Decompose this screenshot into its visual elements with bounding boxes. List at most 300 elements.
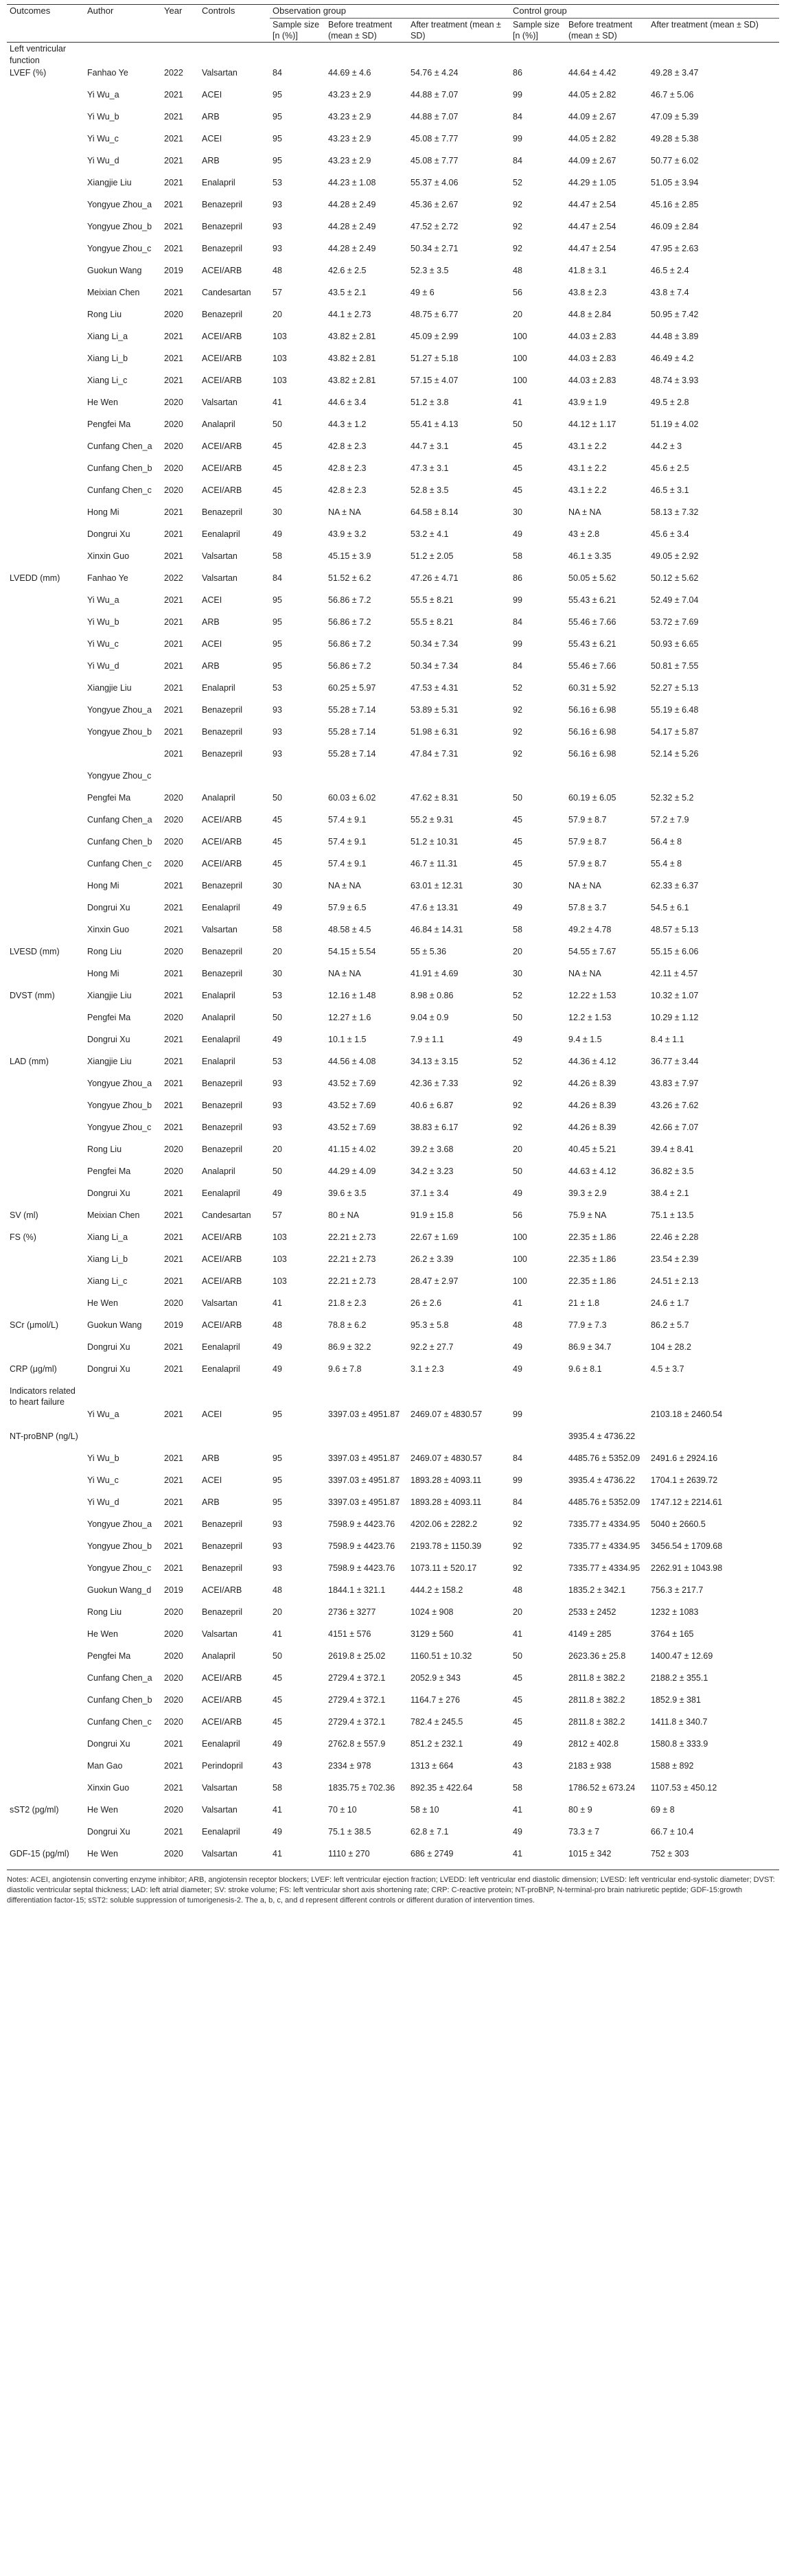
controls-cell: Valsartan bbox=[202, 1298, 238, 1308]
control-group-header: Control group bbox=[510, 5, 779, 19]
obs-after-cell: 45.08 ± 7.77 bbox=[411, 155, 459, 165]
outcome-cell bbox=[7, 330, 84, 352]
ctl-before-cell: 44.64 ± 4.42 bbox=[568, 67, 616, 78]
table-row bbox=[7, 923, 779, 945]
ctl-sample-size-cell: 43 bbox=[513, 1761, 522, 1771]
ctl-sample-size-cell: 92 bbox=[513, 1100, 522, 1110]
year-cell: 2020 bbox=[164, 397, 183, 407]
year-cell: 2020 bbox=[164, 1607, 183, 1618]
year-cell: 2021 bbox=[164, 1232, 183, 1242]
outcome-cell bbox=[7, 462, 84, 484]
obs-before-cell: 44.1 ± 2.73 bbox=[328, 309, 371, 319]
obs-sample-size-cell: 57 bbox=[273, 287, 282, 297]
obs-after-cell: 45.36 ± 2.67 bbox=[411, 199, 459, 209]
obs-sample-size-cell: 41 bbox=[273, 397, 282, 407]
ctl-before-cell: 4485.76 ± 5352.09 bbox=[568, 1497, 640, 1508]
author-cell: Yi Wu_b bbox=[87, 1453, 119, 1464]
obs-after-cell: 46.7 ± 11.31 bbox=[411, 858, 458, 869]
obs-sample-size-cell: 103 bbox=[273, 1232, 287, 1242]
year-cell: 2021 bbox=[164, 1410, 183, 1420]
obs-after-cell: 2052.9 ± 343 bbox=[411, 1673, 461, 1683]
obs-sample-size-cell: 103 bbox=[273, 375, 287, 385]
ctl-before-cell bbox=[566, 770, 648, 792]
ctl-after-cell: 45.6 ± 2.5 bbox=[651, 463, 689, 473]
obs-sample-size-cell: 49 bbox=[273, 1364, 282, 1374]
ctl-sample-size-cell: 52 bbox=[513, 177, 522, 187]
table-row bbox=[7, 440, 779, 462]
outcome-cell bbox=[7, 154, 84, 176]
table-row bbox=[7, 1848, 779, 1870]
year-cell: 2020 bbox=[164, 1651, 183, 1661]
table-row bbox=[7, 836, 779, 858]
table-row bbox=[7, 989, 779, 1011]
controls-cell: ACEI/ARB bbox=[202, 858, 242, 869]
ctl-before-cell: 43 ± 2.8 bbox=[568, 529, 600, 539]
outcome-cell bbox=[7, 1562, 84, 1584]
outcome-cell bbox=[7, 660, 84, 682]
obs-after-cell: 54.76 ± 4.24 bbox=[411, 67, 459, 78]
author-cell: Hong Mi bbox=[87, 507, 119, 517]
obs-after-cell: 45.09 ± 2.99 bbox=[411, 331, 459, 341]
obs-sample-size-cell: 50 bbox=[273, 1166, 282, 1176]
obs-sample-size-cell: 30 bbox=[273, 507, 282, 517]
table-row bbox=[7, 945, 779, 967]
ctl-after-cell: 62.33 ± 6.37 bbox=[651, 880, 699, 890]
ctl-before-cell: 86.9 ± 34.7 bbox=[568, 1342, 612, 1352]
table-notes: Notes: ACEI, angiotensin converting enzyme inhibitor; ARB, angiotensin receptor blockers; LVEF: left ventricular ejection fraction; LVEDD: left ventricular end diastolic dimension; LVESD: left ventricular end-systolic diameter; DVST: diastolic ventricular septal thickness; LAD: left atrial diameter; SV: stroke volume; FS: left ventricular short axis shortening rate; CRP: C-reactive protein; NT-proBNP, N-terminal-pro brain natriuretic peptide; GDF-15:growth differentiation factor-15; sST2: soluble suppression of tumorigenesis-2. The a, b, c, and d represent different controls or different duration of intervention times. bbox=[7, 1876, 775, 1905]
obs-before-cell: 2729.4 ± 372.1 bbox=[328, 1695, 386, 1705]
obs-before-cell: 57.4 ± 9.1 bbox=[328, 836, 367, 847]
ctl-after-cell: 49.28 ± 3.47 bbox=[651, 67, 699, 78]
author-cell: He Wen bbox=[87, 1849, 118, 1859]
ctl-before-cell: 44.03 ± 2.83 bbox=[568, 353, 616, 363]
obs-after-cell: 34.2 ± 3.23 bbox=[411, 1166, 454, 1176]
author-cell: Yongyue Zhou_b bbox=[87, 221, 152, 231]
obs-before-cell bbox=[325, 1430, 408, 1452]
year-cell: 2019 bbox=[164, 1585, 183, 1596]
ctl-after-cell: 48.74 ± 3.93 bbox=[651, 375, 699, 385]
ctl-before-cell: 1835.2 ± 342.1 bbox=[568, 1585, 626, 1596]
ctl-sample-size-cell: 50 bbox=[513, 1651, 522, 1661]
outcome-cell bbox=[7, 814, 84, 836]
obs-sample-size-cell: 95 bbox=[273, 1497, 282, 1508]
outcome-cell bbox=[7, 1584, 84, 1606]
obs-after-cell: 47.84 ± 7.31 bbox=[411, 748, 459, 759]
table-bottom-rule bbox=[7, 1870, 779, 1872]
controls-cell: ACEI/ARB bbox=[202, 463, 242, 473]
author-cell: He Wen bbox=[87, 1298, 118, 1308]
ctl-sample-size-cell: 99 bbox=[513, 1475, 522, 1486]
ctl-sample-size-cell: 92 bbox=[513, 1541, 522, 1552]
obs-after-cell: 48.75 ± 6.77 bbox=[411, 309, 459, 319]
ctl-after-cell: 53.72 ± 7.69 bbox=[651, 617, 699, 627]
outcome-cell: NT-proBNP (ng/L) bbox=[10, 1431, 78, 1442]
author-cell: Cunfang Chen_c bbox=[87, 485, 152, 495]
ctl-sample-size-cell: 45 bbox=[513, 1695, 522, 1705]
year-cell: 2019 bbox=[164, 265, 183, 275]
year-cell: 2020 bbox=[164, 1673, 183, 1683]
author-cell: Guokun Wang_d bbox=[87, 1585, 152, 1596]
table-row bbox=[7, 1231, 779, 1253]
year-cell: 2020 bbox=[164, 858, 183, 869]
obs-before-cell: NA ± NA bbox=[328, 880, 361, 890]
year-cell: 2021 bbox=[164, 1739, 183, 1749]
outcome-cell bbox=[7, 1121, 84, 1143]
ctl-after-cell: 43.83 ± 7.97 bbox=[651, 1078, 699, 1088]
obs-after-cell: 52.8 ± 3.5 bbox=[411, 485, 449, 495]
ctl-sample-size-cell: 50 bbox=[513, 1166, 522, 1176]
ctl-after-cell: 1704.1 ± 2639.72 bbox=[651, 1475, 718, 1486]
obs-after-cell: 95.3 ± 5.8 bbox=[411, 1320, 449, 1330]
ctl-after-cell bbox=[648, 770, 779, 792]
author-cell: Yongyue Zhou_a bbox=[87, 199, 152, 209]
outcome-cell bbox=[7, 858, 84, 879]
table-row bbox=[7, 308, 779, 330]
year-cell: 2020 bbox=[164, 1849, 183, 1859]
outcome-cell: LVEDD (mm) bbox=[10, 573, 60, 583]
table-row bbox=[7, 1165, 779, 1187]
outcome-cell bbox=[7, 352, 84, 374]
ctl-after-cell: 42.66 ± 7.07 bbox=[651, 1122, 699, 1132]
outcome-cell bbox=[7, 1650, 84, 1672]
obs-before-cell: 43.52 ± 7.69 bbox=[328, 1078, 376, 1088]
ctl-before-cell: 22.35 ± 1.86 bbox=[568, 1254, 616, 1264]
outcome-cell: LAD (mm) bbox=[10, 1056, 49, 1066]
obs-after-cell: 4202.06 ± 2282.2 bbox=[411, 1519, 478, 1530]
obs-after-cell: 40.6 ± 6.87 bbox=[411, 1100, 454, 1110]
outcome-cell bbox=[7, 506, 84, 528]
controls-cell: Eenalapril bbox=[202, 529, 240, 539]
obs-sample-size-cell: 93 bbox=[273, 1122, 282, 1132]
obs-after-cell: 892.35 ± 422.64 bbox=[411, 1783, 473, 1793]
ctl-sample-size-cell: 45 bbox=[513, 441, 522, 451]
ctl-after-cell: 52.32 ± 5.2 bbox=[651, 792, 694, 803]
table-row bbox=[7, 879, 779, 901]
ctl-after-cell: 1400.47 ± 12.69 bbox=[651, 1651, 713, 1661]
author-cell: Xiang Li_a bbox=[87, 331, 128, 341]
obs-after-cell: 51.98 ± 6.31 bbox=[411, 726, 459, 737]
obs-before-cell: 41.15 ± 4.02 bbox=[328, 1144, 376, 1154]
author-cell: Yongyue Zhou_b bbox=[87, 1100, 152, 1110]
obs-sample-size-cell: 53 bbox=[273, 990, 282, 1000]
ctl-sample-size-cell: 30 bbox=[513, 880, 522, 890]
controls-cell: Benazepril bbox=[202, 199, 243, 209]
controls-cell: Benazepril bbox=[202, 726, 243, 737]
obs-sample-size-cell: 41 bbox=[273, 1298, 282, 1308]
obs-before-cell: 60.03 ± 6.02 bbox=[328, 792, 376, 803]
obs-before-cell: 56.86 ± 7.2 bbox=[328, 617, 371, 627]
outcome-cell bbox=[7, 1165, 84, 1187]
controls-cell: ACEI/ARB bbox=[202, 485, 242, 495]
author-cell: Pengfei Ma bbox=[87, 1012, 131, 1022]
year-cell: 2021 bbox=[164, 1453, 183, 1464]
ctl-after-cell: 55.15 ± 6.06 bbox=[651, 946, 699, 956]
author-cell: Yongyue Zhou_a bbox=[87, 1519, 152, 1530]
obs-sample-size-cell bbox=[270, 770, 325, 792]
ctl-sample-size-cell: 58 bbox=[513, 551, 522, 561]
author-cell: Meixian Chen bbox=[87, 1210, 140, 1220]
author-cell: He Wen bbox=[87, 1805, 118, 1815]
controls-cell: Analapril bbox=[202, 419, 235, 429]
controls-cell: Enalapril bbox=[202, 682, 235, 693]
author-cell: Guokun Wang bbox=[87, 1320, 142, 1330]
author-cell: Pengfei Ma bbox=[87, 1651, 131, 1661]
obs-after-cell: 9.04 ± 0.9 bbox=[411, 1012, 449, 1022]
table-row bbox=[7, 660, 779, 682]
year-cell: 2021 bbox=[164, 551, 183, 561]
author-cell: Cunfang Chen_b bbox=[87, 836, 152, 847]
ctl-sample-size-cell: 41 bbox=[513, 397, 522, 407]
year-cell: 2021 bbox=[164, 902, 183, 912]
controls-cell: ARB bbox=[202, 1453, 220, 1464]
controls-cell: ACEI bbox=[202, 639, 222, 649]
ctl-before-cell: 2533 ± 2452 bbox=[568, 1607, 616, 1618]
obs-after-cell: 42.36 ± 7.33 bbox=[411, 1078, 459, 1088]
obs-sample-size-cell: 95 bbox=[273, 660, 282, 671]
obs-after-header: After treatment (mean ± SD) bbox=[408, 18, 510, 43]
controls-cell: Analapril bbox=[202, 1651, 235, 1661]
obs-sample-size-cell: 95 bbox=[273, 1475, 282, 1486]
ctl-after-cell: 2188.2 ± 355.1 bbox=[651, 1673, 708, 1683]
outcome-cell bbox=[7, 1760, 84, 1782]
ctl-after-cell: 50.77 ± 6.02 bbox=[651, 155, 699, 165]
ctl-after-cell: 46.5 ± 2.4 bbox=[651, 265, 689, 275]
table-row bbox=[7, 1496, 779, 1518]
controls-cell: ACEI/ARB bbox=[202, 1320, 242, 1330]
obs-after-cell bbox=[408, 770, 510, 792]
ctl-before-cell: 44.36 ± 4.12 bbox=[568, 1056, 616, 1066]
controls-cell: ACEI/ARB bbox=[202, 331, 242, 341]
ctl-sample-size-cell: 45 bbox=[513, 814, 522, 825]
author-cell: Dongrui Xu bbox=[87, 1034, 130, 1044]
ctl-before-cell: 12.22 ± 1.53 bbox=[568, 990, 616, 1000]
year-cell: 2021 bbox=[164, 133, 183, 143]
ctl-before-cell: 43.1 ± 2.2 bbox=[568, 463, 607, 473]
ctl-sample-size-cell: 20 bbox=[513, 1607, 522, 1618]
obs-after-cell: 686 ± 2749 bbox=[411, 1849, 454, 1859]
ctl-before-cell: 2811.8 ± 382.2 bbox=[568, 1717, 625, 1727]
table-row bbox=[7, 111, 779, 133]
ctl-sample-size-cell: 45 bbox=[513, 463, 522, 473]
obs-before-cell: 56.86 ± 7.2 bbox=[328, 660, 371, 671]
obs-before-cell: 2729.4 ± 372.1 bbox=[328, 1673, 386, 1683]
ctl-before-cell: 44.26 ± 8.39 bbox=[568, 1100, 616, 1110]
ctl-before-cell: 2183 ± 938 bbox=[568, 1761, 612, 1771]
outcome-cell bbox=[7, 1540, 84, 1562]
year-cell: 2021 bbox=[164, 507, 183, 517]
obs-sample-size-cell: 45 bbox=[273, 463, 282, 473]
ctl-before-cell: 44.05 ± 2.82 bbox=[568, 133, 616, 143]
obs-before-cell: 22.21 ± 2.73 bbox=[328, 1232, 376, 1242]
ctl-after-cell: 36.82 ± 3.5 bbox=[651, 1166, 694, 1176]
year-cell: 2021 bbox=[164, 529, 183, 539]
ctl-after-cell: 3764 ± 165 bbox=[651, 1629, 694, 1640]
ctl-after-cell: 3456.54 ± 1709.68 bbox=[651, 1541, 723, 1552]
ctl-before-cell: 44.29 ± 1.05 bbox=[568, 177, 616, 187]
ctl-sample-size-cell: 30 bbox=[513, 507, 522, 517]
ctl-before-cell: 44.8 ± 2.84 bbox=[568, 309, 612, 319]
table-row bbox=[7, 1738, 779, 1760]
ctl-before-cell: 44.47 ± 2.54 bbox=[568, 199, 616, 209]
controls-cell: Valsartan bbox=[202, 397, 238, 407]
ctl-sample-size-cell: 41 bbox=[513, 1805, 522, 1815]
ctl-after-cell: 52.49 ± 7.04 bbox=[651, 595, 699, 605]
ctl-before-cell: 1786.52 ± 673.24 bbox=[568, 1783, 636, 1793]
ctl-sample-size-cell: 41 bbox=[513, 1629, 522, 1640]
ctl-before-cell: 60.19 ± 6.05 bbox=[568, 792, 616, 803]
obs-after-cell: 3.1 ± 2.3 bbox=[411, 1364, 444, 1374]
obs-sample-size-cell: 41 bbox=[273, 1805, 282, 1815]
ctl-before-cell: 9.6 ± 8.1 bbox=[568, 1364, 602, 1374]
obs-before-cell: 45.15 ± 3.9 bbox=[328, 551, 371, 561]
author-cell: Xinxin Guo bbox=[87, 1783, 130, 1793]
table-row bbox=[7, 638, 779, 660]
ctl-sample-size-cell: 100 bbox=[513, 353, 527, 363]
year-cell: 2020 bbox=[164, 1629, 183, 1640]
author-cell: Xiang Li_a bbox=[87, 1232, 128, 1242]
obs-before-cell: 43.23 ± 2.9 bbox=[328, 155, 371, 165]
controls-cell: Analapril bbox=[202, 1012, 235, 1022]
table-row bbox=[7, 1584, 779, 1606]
ctl-sample-size-cell: 45 bbox=[513, 485, 522, 495]
outcome-cell bbox=[7, 901, 84, 923]
ctl-before-cell: 55.43 ± 6.21 bbox=[568, 595, 616, 605]
ctl-sample-size-cell: 20 bbox=[513, 309, 522, 319]
ctl-before-cell: 4485.76 ± 5352.09 bbox=[568, 1453, 640, 1464]
ctl-sample-size-cell: 92 bbox=[513, 1122, 522, 1132]
obs-after-cell: 55.5 ± 8.21 bbox=[411, 617, 454, 627]
controls-cell: ACEI/ARB bbox=[202, 836, 242, 847]
ctl-after-cell: 75.1 ± 13.5 bbox=[651, 1210, 694, 1220]
author-cell: Cunfang Chen_a bbox=[87, 814, 152, 825]
year-cell: 2021 bbox=[164, 89, 183, 100]
year-cell: 2021 bbox=[164, 1034, 183, 1044]
obs-before-cell: 12.27 ± 1.6 bbox=[328, 1012, 371, 1022]
obs-after-cell: 47.52 ± 2.72 bbox=[411, 221, 459, 231]
ctl-sample-size-cell: 99 bbox=[513, 639, 522, 649]
outcome-cell bbox=[7, 1408, 84, 1430]
ctl-sample-size-cell: 52 bbox=[513, 990, 522, 1000]
obs-sample-size-cell: 103 bbox=[273, 331, 287, 341]
outcome-cell bbox=[7, 967, 84, 989]
obs-before-cell: 44.69 ± 4.6 bbox=[328, 67, 371, 78]
obs-before-cell: 43.82 ± 2.81 bbox=[328, 353, 376, 363]
obs-before-cell: 10.1 ± 1.5 bbox=[328, 1034, 367, 1044]
ctl-sample-size-cell: 20 bbox=[513, 946, 522, 956]
obs-after-cell: 41.91 ± 4.69 bbox=[411, 968, 459, 978]
obs-sample-size-cell: 41 bbox=[273, 1629, 282, 1640]
author-cell: Dongrui Xu bbox=[87, 1342, 130, 1352]
ctl-before-cell: 49.2 ± 4.78 bbox=[568, 924, 612, 934]
obs-before-cell: 2619.8 ± 25.02 bbox=[328, 1651, 386, 1661]
obs-before-cell: 44.28 ± 2.49 bbox=[328, 221, 376, 231]
author-cell: Yongyue Zhou_b bbox=[87, 1541, 152, 1552]
outcome-cell bbox=[7, 1738, 84, 1760]
table-row bbox=[7, 1606, 779, 1628]
obs-after-cell: 26.2 ± 3.39 bbox=[411, 1254, 454, 1264]
obs-before-cell: 44.28 ± 2.49 bbox=[328, 199, 376, 209]
outcome-cell bbox=[7, 1628, 84, 1650]
ctl-after-cell: 1107.53 ± 450.12 bbox=[651, 1783, 717, 1793]
ctl-before-cell: 2812 ± 402.8 bbox=[568, 1739, 619, 1749]
ctl-before-cell: 77.9 ± 7.3 bbox=[568, 1320, 607, 1330]
ctl-before-cell: 44.09 ± 2.67 bbox=[568, 155, 616, 165]
obs-after-cell: 51.27 ± 5.18 bbox=[411, 353, 459, 363]
outcome-cell bbox=[7, 1011, 84, 1033]
ctl-before-cell bbox=[566, 1408, 648, 1430]
table-row bbox=[7, 1341, 779, 1363]
obs-before-cell: 2736 ± 3277 bbox=[328, 1607, 376, 1618]
observation-group-header: Observation group bbox=[270, 5, 510, 19]
outcome-cell: SCr (μmol/L) bbox=[10, 1320, 59, 1330]
author-cell bbox=[84, 748, 161, 770]
author-cell: Man Gao bbox=[87, 1761, 123, 1771]
table-row bbox=[7, 967, 779, 989]
ctl-after-cell: 2491.6 ± 2924.16 bbox=[651, 1453, 718, 1464]
controls-cell: ARB bbox=[202, 660, 220, 671]
outcome-cell bbox=[7, 638, 84, 660]
outcome-cell bbox=[7, 1782, 84, 1804]
obs-after-cell: 1164.7 ± 276 bbox=[411, 1695, 460, 1705]
section-label: Indicators related to heart failure bbox=[10, 1385, 76, 1407]
obs-before-cell: 44.6 ± 3.4 bbox=[328, 397, 367, 407]
obs-sample-size-cell: 49 bbox=[273, 1342, 282, 1352]
obs-after-cell: 55.37 ± 4.06 bbox=[411, 177, 459, 187]
table-row bbox=[7, 748, 779, 770]
author-cell: Yi Wu_a bbox=[87, 1410, 119, 1420]
controls-cell: Benazepril bbox=[202, 880, 243, 890]
ctl-before-cell: NA ± NA bbox=[568, 968, 601, 978]
ctl-sample-size-cell: 92 bbox=[513, 1078, 522, 1088]
author-cell: He Wen bbox=[87, 397, 118, 407]
obs-before-cell: 57.9 ± 6.5 bbox=[328, 902, 367, 912]
outcome-cell bbox=[7, 879, 84, 901]
obs-after-cell: 851.2 ± 232.1 bbox=[411, 1739, 463, 1749]
ctl-before-cell: 55.46 ± 7.66 bbox=[568, 660, 616, 671]
ctl-before-cell: 44.03 ± 2.83 bbox=[568, 375, 616, 385]
author-cell: Cunfang Chen_c bbox=[87, 1717, 152, 1727]
obs-after-cell: 64.58 ± 8.14 bbox=[411, 507, 459, 517]
ctl-after-cell: 56.4 ± 8 bbox=[651, 836, 682, 847]
outcome-cell: DVST (mm) bbox=[10, 990, 55, 1000]
author-cell: Yongyue Zhou_b bbox=[87, 726, 152, 737]
obs-after-cell: 49 ± 6 bbox=[411, 287, 435, 297]
ctl-after-cell: 50.95 ± 7.42 bbox=[651, 309, 699, 319]
outcome-cell bbox=[7, 264, 84, 286]
table-row bbox=[7, 154, 779, 176]
table-row bbox=[7, 1804, 779, 1826]
ctl-before-cell: 12.2 ± 1.53 bbox=[568, 1012, 612, 1022]
obs-before-cell: 9.6 ± 7.8 bbox=[328, 1364, 362, 1374]
ctl-after-cell: 38.4 ± 2.1 bbox=[651, 1188, 689, 1198]
year-cell: 2021 bbox=[164, 1519, 183, 1530]
ctl-after-cell: 1852.9 ± 381 bbox=[651, 1695, 701, 1705]
table-row bbox=[7, 220, 779, 242]
author-cell: Xiang Li_b bbox=[87, 353, 128, 363]
controls-cell: Benazepril bbox=[202, 1122, 243, 1132]
ctl-after-cell: 45.6 ± 3.4 bbox=[651, 529, 689, 539]
ctl-after-cell: 1747.12 ± 2214.61 bbox=[651, 1497, 723, 1508]
table-row bbox=[7, 1055, 779, 1077]
table-row bbox=[7, 1782, 779, 1804]
year-cell: 2021 bbox=[164, 353, 183, 363]
controls-cell: ACEI/ARB bbox=[202, 1673, 242, 1683]
obs-after-cell: 38.83 ± 6.17 bbox=[411, 1122, 459, 1132]
controls-cell: ACEI/ARB bbox=[202, 814, 242, 825]
outcome-cell bbox=[7, 286, 84, 308]
obs-before-cell: 55.28 ± 7.14 bbox=[328, 726, 376, 737]
outcome-cell bbox=[7, 308, 84, 330]
